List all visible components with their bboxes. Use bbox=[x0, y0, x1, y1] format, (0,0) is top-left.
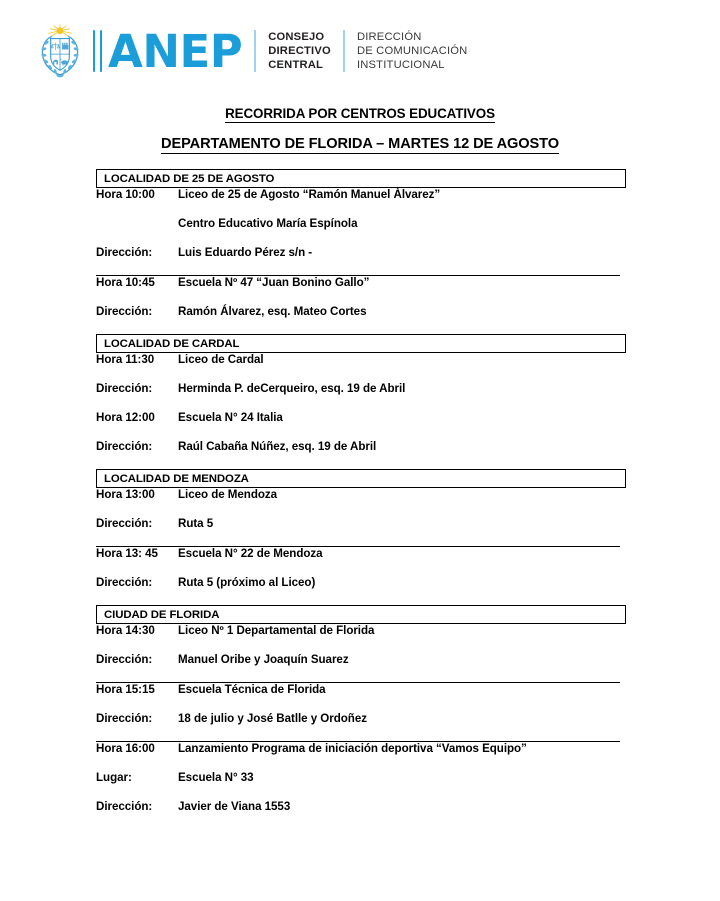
locality-heading: LOCALIDAD DE CARDAL bbox=[96, 334, 626, 353]
schedule-row-label: Hora 15:15 bbox=[96, 683, 155, 696]
schedule-row-group bbox=[96, 353, 620, 469]
schedule-row-group bbox=[96, 547, 620, 605]
schedule-row bbox=[96, 246, 620, 275]
schedule-row-label: Dirección: bbox=[96, 800, 153, 813]
logo-text-line: DIRECTIVO bbox=[268, 44, 331, 57]
schedule-row-label: Hora 12:00 bbox=[96, 411, 155, 424]
schedule-row-label: Hora 13:00 bbox=[96, 488, 155, 501]
logo-divider-bar-2 bbox=[100, 30, 102, 72]
schedule-row-label: Hora 11:30 bbox=[96, 353, 155, 366]
schedule-row bbox=[96, 547, 620, 576]
schedule-row-value: Manuel Oribe y Joaquín Suarez bbox=[178, 653, 349, 666]
logo-divider-single-1 bbox=[254, 30, 256, 72]
schedule-row bbox=[96, 517, 620, 546]
schedule-row-value: Liceo de Mendoza bbox=[178, 488, 278, 501]
schedule-row-label: Dirección: bbox=[96, 305, 153, 318]
schedule-row-value: Liceo de Cardal bbox=[178, 353, 264, 366]
schedule-row-label: Hora 16:00 bbox=[96, 742, 155, 755]
locality-heading: LOCALIDAD DE MENDOZA bbox=[96, 469, 626, 488]
schedule-row-group bbox=[96, 624, 620, 683]
schedule-table bbox=[96, 169, 626, 829]
schedule-row-value: Lanzamiento Programa de iniciación deportiva “Vamos Equipo” bbox=[178, 742, 527, 755]
schedule-row bbox=[96, 353, 620, 382]
schedule-row-value: Escuela N° 22 de Mendoza bbox=[178, 547, 323, 560]
page-title-secondary-text: DEPARTAMENTO DE FLORIDA – MARTES 12 DE AGOSTO bbox=[161, 136, 559, 152]
schedule-row bbox=[96, 217, 620, 246]
schedule-row-value: Liceo de 25 de Agosto “Ramón Manuel Álvarez” bbox=[178, 188, 441, 201]
page-title-primary-text: RECORRIDA POR CENTROS EDUCATIVOS bbox=[225, 106, 495, 121]
schedule-row-label: Dirección: bbox=[96, 382, 153, 395]
schedule-row-value: Centro Educativo María Espínola bbox=[178, 217, 358, 230]
schedule-row-value: Ruta 5 (próximo al Liceo) bbox=[178, 576, 316, 589]
schedule-row-value: Escuela N° 24 Italia bbox=[178, 411, 283, 424]
schedule-row bbox=[96, 771, 620, 800]
schedule-row bbox=[96, 800, 620, 829]
schedule-row-value: Escuela Nº 47 “Juan Bonino Gallo” bbox=[178, 276, 370, 289]
schedule-row-group bbox=[96, 188, 620, 276]
logo-divider-double bbox=[93, 30, 102, 72]
schedule-row bbox=[96, 440, 620, 469]
schedule-row-value: Ramón Álvarez, esq. Mateo Cortes bbox=[178, 305, 367, 318]
schedule-row bbox=[96, 188, 620, 217]
page-title-secondary bbox=[0, 136, 720, 152]
uruguay-coat-of-arms-icon bbox=[34, 24, 86, 78]
schedule-row bbox=[96, 382, 620, 411]
logo-text-line: INSTITUCIONAL bbox=[356, 59, 445, 72]
logo-text-line: DE COMUNICACIÓN bbox=[356, 44, 468, 57]
schedule-row-value: Javier de Viana 1553 bbox=[178, 800, 291, 813]
schedule-row-label: Hora 13: 45 bbox=[96, 547, 158, 560]
logo-text-line: DIRECCIÓN bbox=[356, 30, 422, 43]
logo-text-line: CENTRAL bbox=[268, 59, 324, 72]
logo-divider-bar-1 bbox=[93, 30, 95, 72]
page-title-primary bbox=[0, 106, 720, 121]
schedule-row-label: Dirección: bbox=[96, 440, 153, 453]
schedule-row-group bbox=[96, 742, 620, 829]
schedule-row bbox=[96, 488, 620, 517]
schedule-row bbox=[96, 305, 620, 334]
schedule-row-group bbox=[96, 488, 620, 547]
logo-divider-single-2 bbox=[343, 30, 345, 72]
locality-heading: LOCALIDAD DE 25 DE AGOSTO bbox=[96, 169, 626, 188]
schedule-row-label: Dirección: bbox=[96, 246, 153, 259]
schedule-row bbox=[96, 712, 620, 741]
schedule-row-value: Luis Eduardo Pérez s/n - bbox=[178, 246, 313, 259]
schedule-row-group bbox=[96, 683, 620, 742]
schedule-row-value: 18 de julio y José Batlle y Ordoñez bbox=[178, 712, 367, 725]
schedule-row-label: Lugar: bbox=[96, 771, 132, 784]
schedule-row-group bbox=[96, 276, 620, 334]
locality-heading: CIUDAD DE FLORIDA bbox=[96, 605, 626, 624]
schedule-row-label: Dirección: bbox=[96, 653, 153, 666]
schedule-row bbox=[96, 576, 620, 605]
schedule-row-label: Dirección: bbox=[96, 576, 153, 589]
schedule-row bbox=[96, 742, 620, 771]
schedule-row-value: Ruta 5 bbox=[178, 517, 214, 530]
schedule-row-label: Dirección: bbox=[96, 517, 153, 530]
logo-text-line: CONSEJO bbox=[268, 30, 325, 43]
schedule-row-value: Escuela Técnica de Florida bbox=[178, 683, 326, 696]
schedule-row bbox=[96, 683, 620, 712]
schedule-row-value: Herminda P. deCerqueiro, esq. 19 de Abril bbox=[178, 382, 406, 395]
consejo-directivo-central-block bbox=[268, 30, 331, 73]
schedule-row bbox=[96, 653, 620, 682]
schedule-row-value: Raúl Cabaña Núñez, esq. 19 de Abril bbox=[178, 440, 377, 453]
schedule-row bbox=[96, 411, 620, 440]
schedule-row bbox=[96, 276, 620, 305]
schedule-row-value: Liceo Nº 1 Departamental de Florida bbox=[178, 624, 375, 637]
anep-logo-header bbox=[34, 20, 467, 82]
schedule-row-label: Hora 10:45 bbox=[96, 276, 155, 289]
schedule-row bbox=[96, 624, 620, 653]
schedule-row-label: Dirección: bbox=[96, 712, 153, 725]
anep-wordmark: ANEP bbox=[108, 24, 243, 78]
schedule-row-label: Hora 14:30 bbox=[96, 624, 155, 637]
schedule-row-label: Hora 10:00 bbox=[96, 188, 155, 201]
schedule-row-value: Escuela N° 33 bbox=[178, 771, 254, 784]
direccion-comunicacion-block bbox=[357, 30, 468, 73]
